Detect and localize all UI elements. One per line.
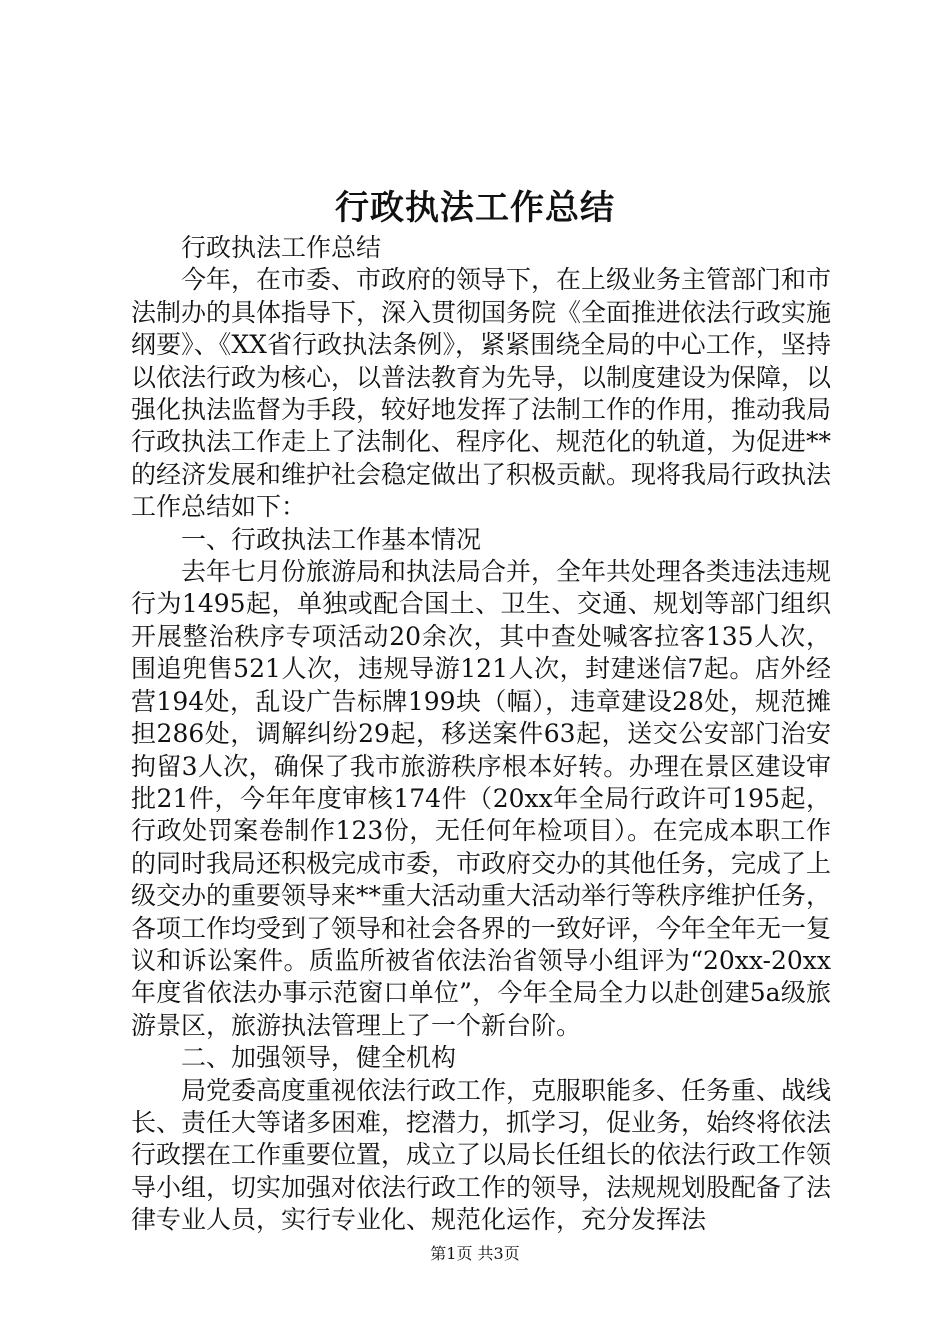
- paragraph-section-2: 局党委高度重视依法行政工作，克服职能多、任务重、战线长、责任大等诸多困难，挖潜力，抓学习，促业务，始终将依法行政摆在工作重要位置，成立了以局长任组长的依法行政工作领导小组，切实加强对依法行政工作的领导，法规规划股配备了法律专业人员，实行专业化、规范化运作，充分发挥法: [131, 1075, 832, 1235]
- section-heading-2: 二、加强领导，健全机构: [181, 1043, 457, 1073]
- document-title: 行政执法工作总结: [335, 188, 615, 228]
- section-heading-1: 一、行政执法工作基本情况: [181, 524, 482, 554]
- paragraph-section-1: 去年七月份旅游局和执法局合并，全年共处理各类违法违规行为1495起，单独或配合国土、卫生、交通、规划等部门组织开展整治秩序专项活动20余次，其中查处喊客拉客135人次，围追兜售521人次，违规导游121人次，封建迷信7起。店外经营194处，乱设广告标牌199块（幅），违章建设28处，规范摊担286处，调解纠纷29起，移送案件63起，送交公安部门治安拘留3人次，确保了我市旅游秩序根本好转。办理在景区建设审批21件，今年年度审核174件（20xx年全局行政许可195起，行政处罚案卷制作123份，无任何年检项目）。在完成本职工作的同时我局还积极完成市委，市政府交办的其他任务，完成了上级交办的重要领导来**重大活动重大活动举行等秩序维护任务，各项工作均受到了领导和社会各界的一致好评，今年全年无一复议和诉讼案件。质监所被省依法治省领导小组评为“20xx-20xx年度省依法办事示范窗口单位”，今年全局全力以赴创建5a级旅游景区，旅游执法管理上了一个新台阶。: [131, 557, 832, 1040]
- page-footer: 第1页 共3页: [430, 1244, 520, 1263]
- paragraph-intro: 今年，在市委、市政府的领导下，在上级业务主管部门和市法制办的具体指导下，深入贯彻国务院《全面推进依法行政实施纲要》、《XX省行政执法条例》，紧紧围绕全局的中心工作，坚持以依法行政为核心，以普法教育为先导，以制度建设为保障，以强化执法监督为手段，较好地发挥了法制工作的作用，推动我局行政执法工作走上了法制化、程序化、规范化的轨道，为促进**的经济发展和维护社会稳定做出了积极贡献。现将我局行政执法工作总结如下：: [131, 265, 832, 522]
- document-body: [131, 232, 831, 1237]
- paragraph-heading: 行政执法工作总结: [181, 233, 382, 262]
